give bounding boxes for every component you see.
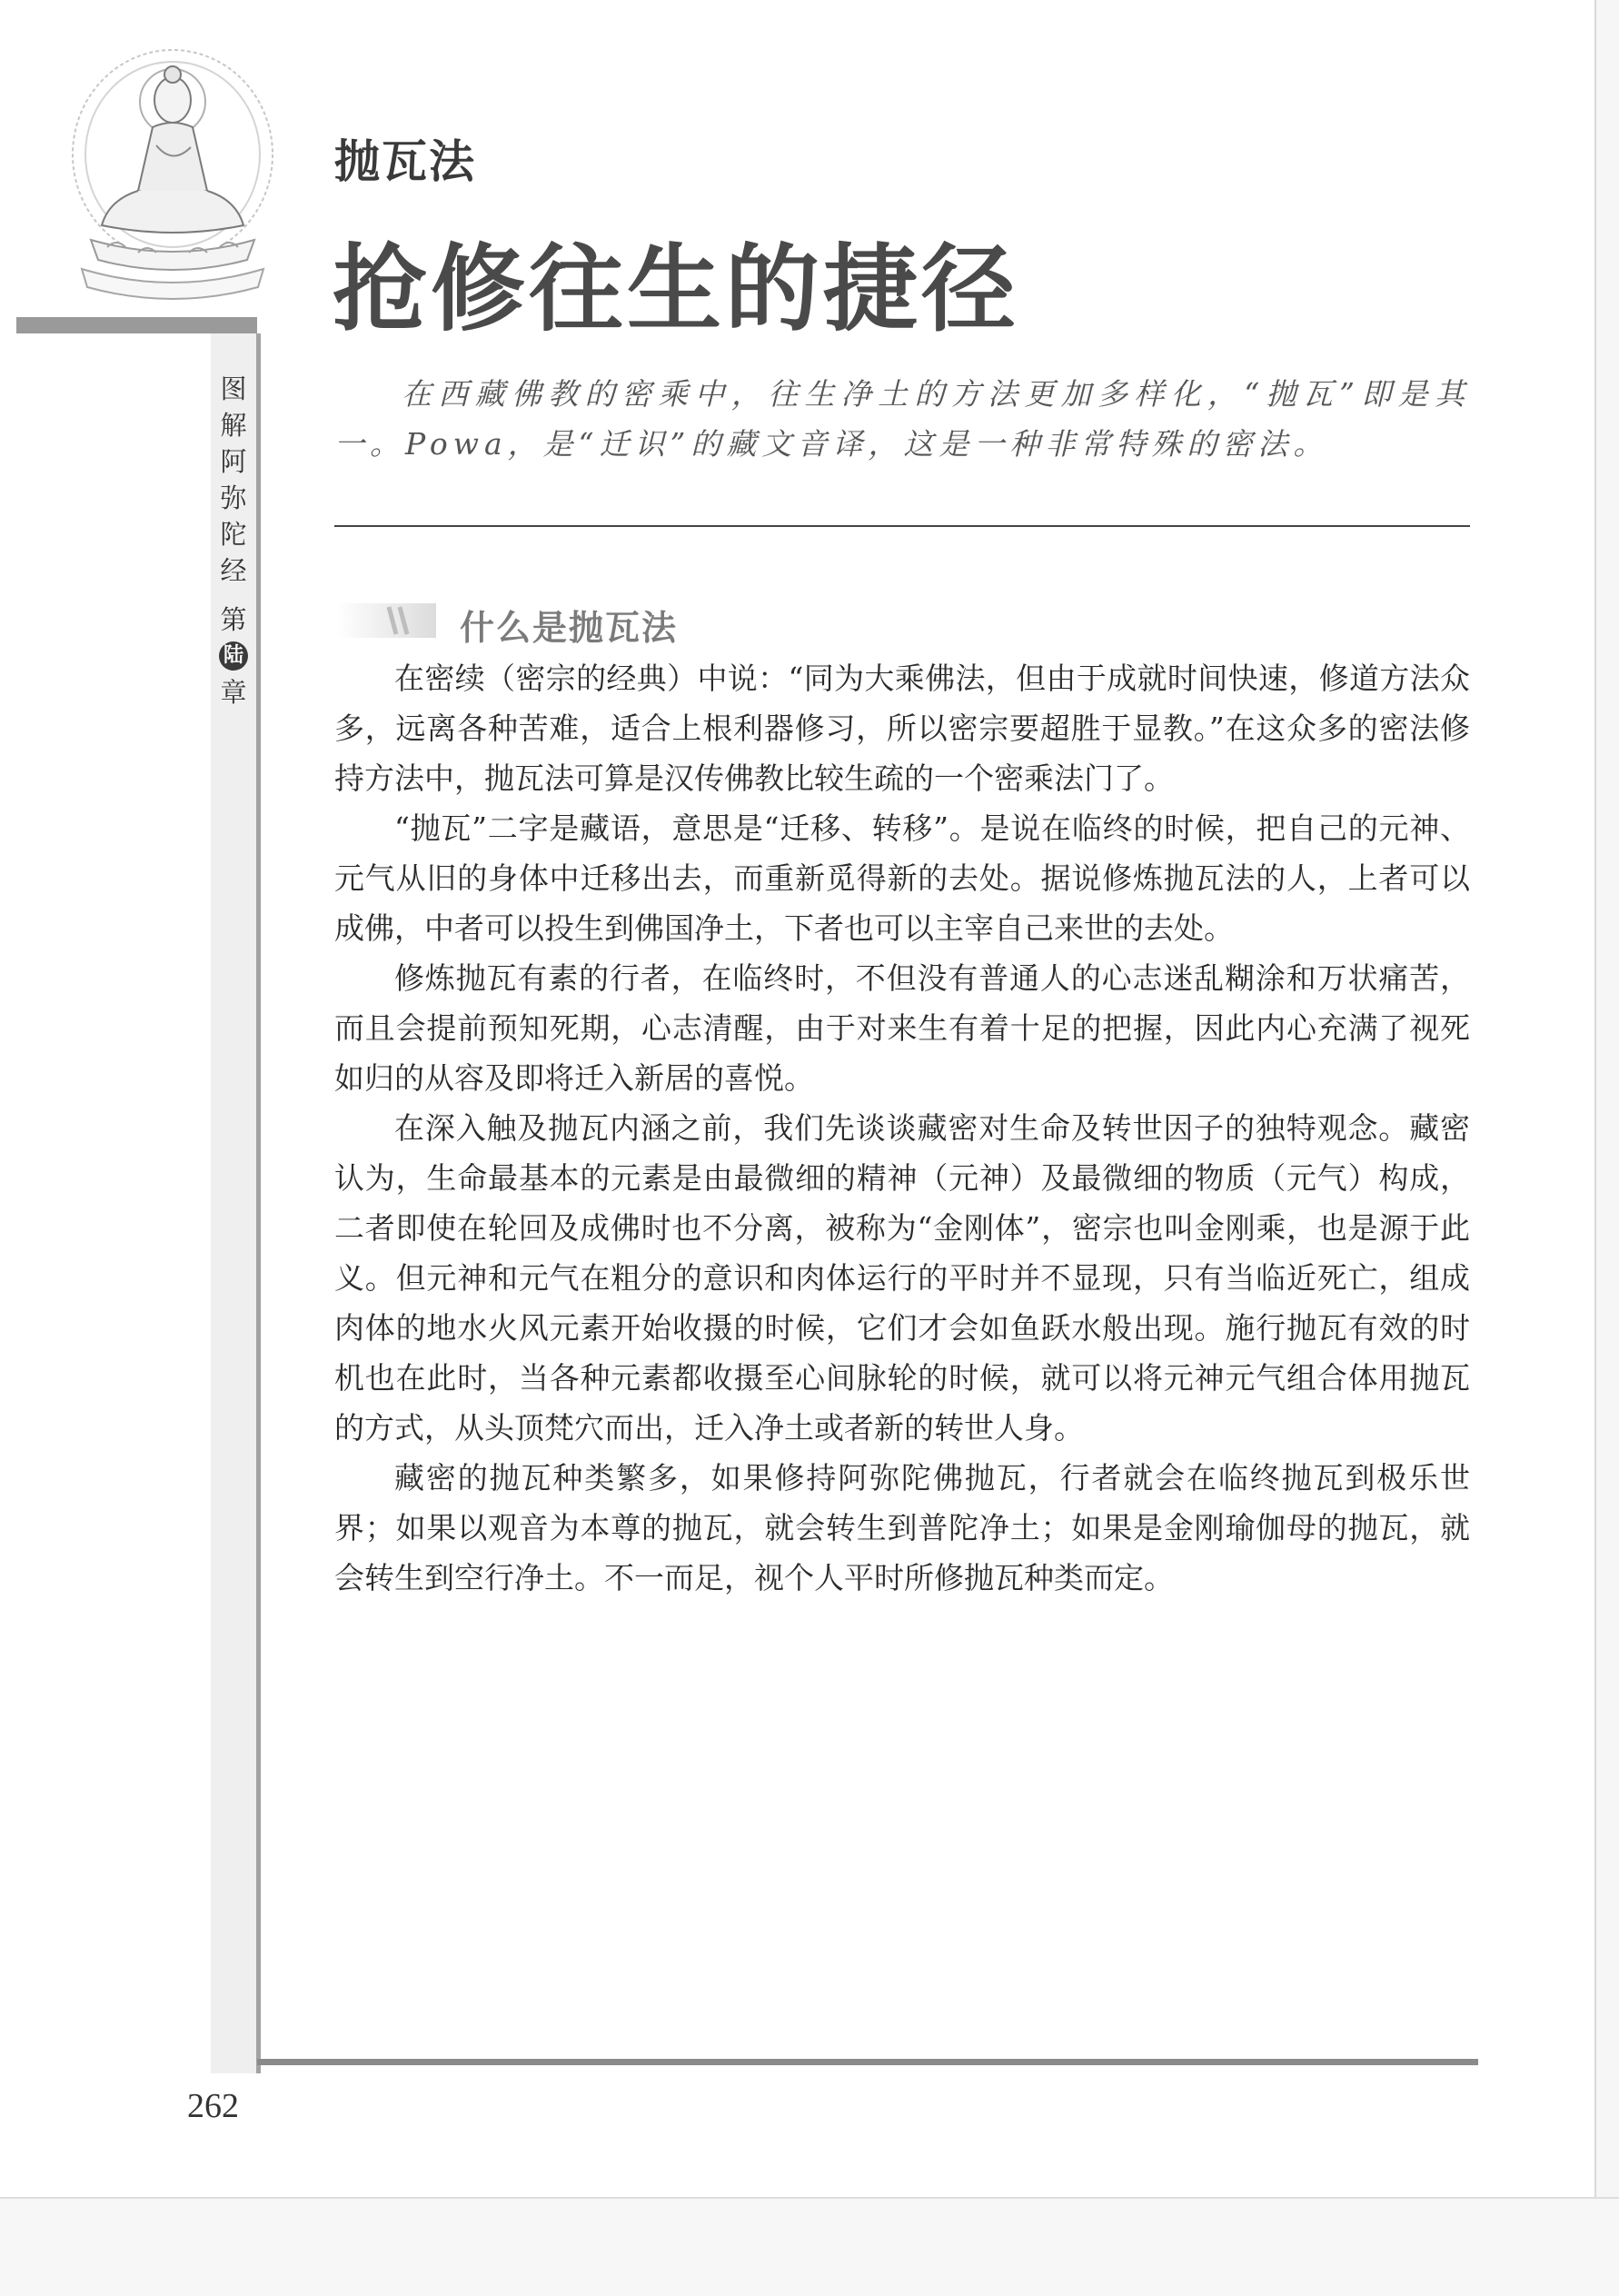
body-paragraph: 在深入触及抛瓦内涵之前，我们先谈谈藏密对生命及转世因子的独特观念。藏密认为，生命最基本的元素是由最微细的精神（元神）及最微细的物质（元气）构成，二者即使在轮回及成佛时也不分离，被称为“金刚体”，密宗也叫金刚乘，也是源于此义。但元神和元气在粗分的意识和肉体运行的平时并不显现，只有当临近死亡，组成肉体的地水火风元素开始收摄的时候，它们才会如鱼跃水般出现。施行抛瓦有效的时机也在此时，当各种元素都收摄至心间脉轮的时候，就可以将元神元气组合体用抛瓦的方式，从头顶梵穴而出，迁入净土或者新的转世人身。 <box>334 1110 1470 1446</box>
side-char: 阿 <box>220 446 247 477</box>
intro-divider <box>334 525 1470 527</box>
section-ornament-icon <box>336 594 436 647</box>
footer-rule <box>257 2059 1478 2065</box>
page-title: 抢修往生的捷径 <box>333 233 1020 344</box>
side-char: 图 <box>220 373 247 404</box>
chapter-suffix: 章 <box>220 677 247 708</box>
body-text <box>334 653 1470 1603</box>
page-number: 262 <box>187 2087 239 2125</box>
page-subtitle: 抛瓦法 <box>334 134 476 188</box>
page-edge-bottom <box>0 2197 1619 2296</box>
side-bar-top <box>16 317 257 333</box>
side-label <box>215 371 252 711</box>
body-paragraph: 修炼抛瓦有素的行者，在临终时，不但没有普通人的心志迷乱糊涂和万状痛苦，而且会提前预知死期，心志清醒，由于对来生有着十足的把握，因此内心充满了视死如归的从容及即将迁入新居的喜悦。 <box>334 960 1470 1096</box>
chapter-prefix: 第 <box>220 604 247 635</box>
page-edge-right <box>1594 0 1619 2294</box>
body-paragraph: “抛瓦”二字是藏语，意思是“迁移、转移”。是说在临终的时候，把自己的元神、元气从旧的身体中迁移出去，而重新觅得新的去处。据说修炼抛瓦法的人，上者可以成佛，中者可以投生到佛国净土，下者也可以主宰自己来世的去处。 <box>334 810 1470 946</box>
side-char: 经 <box>220 555 247 586</box>
side-char: 陀 <box>220 519 247 550</box>
side-char: 弥 <box>220 482 247 513</box>
side-char: 解 <box>220 410 247 441</box>
intro-paragraph: 在西藏佛教的密乘中，往生净土的方法更加多样化，“抛瓦”即是其一。Powa，是“迁识”的藏文音译，这是一种非常特殊的密法。 <box>334 376 1470 462</box>
section-title: 什么是抛瓦法 <box>460 608 679 648</box>
buddha-illustration <box>55 45 291 309</box>
body-paragraph: 藏密的抛瓦种类繁多，如果修持阿弥陀佛抛瓦，行者就会在临终抛瓦到极乐世界；如果以观音为本尊的抛瓦，就会转生到普陀净土；如果是金刚瑜伽母的抛瓦，就会转生到空行净土。不一而足，视个人平时所修抛瓦种类而定。 <box>334 1460 1470 1595</box>
chapter-number-badge: 陆 <box>219 641 248 671</box>
body-paragraph: 在密续（密宗的经典）中说：“同为大乘佛法，但由于成就时间快速，修道方法众多，远离各种苦难，适合上根利器修习，所以密宗要超胜于显教。”在这众多的密法修持方法中，抛瓦法可算是汉传佛教比较生疏的一个密乘法门了。 <box>334 661 1470 796</box>
side-gap <box>215 589 252 601</box>
